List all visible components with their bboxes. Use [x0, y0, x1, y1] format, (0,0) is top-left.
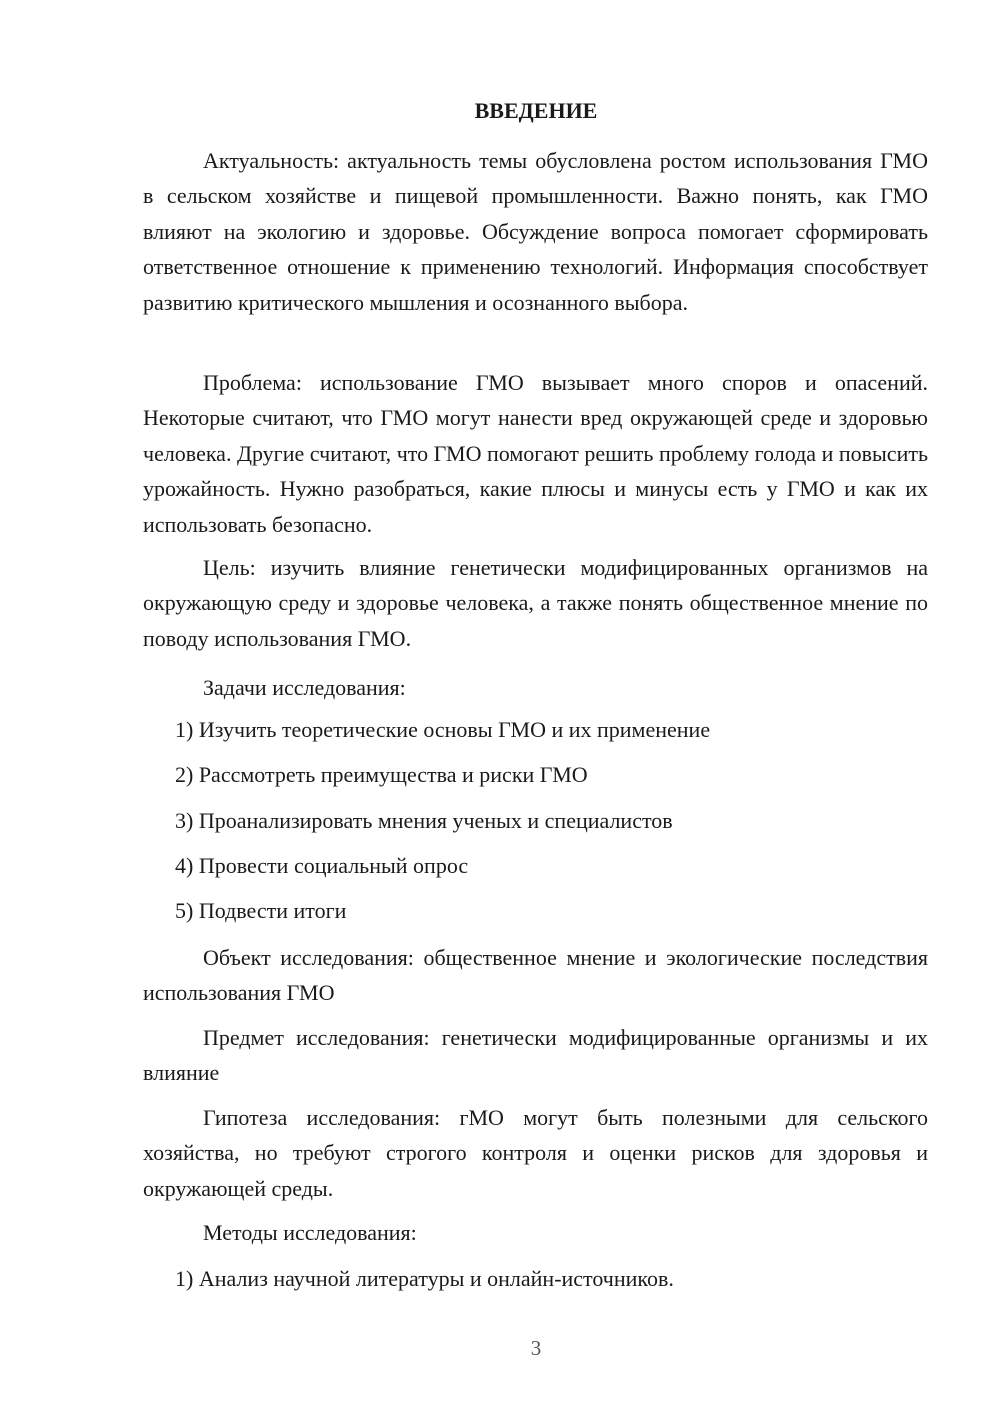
paragraph-goal: Цель: изучить влияние генетически модифицированных организмов на окружающую среду и здоровье человека, а также понять общественное мнение по поводу использования ГМО.	[143, 555, 928, 651]
paragraph-object: Объект исследования: общественное мнение и экологические последствия использования ГМО	[143, 945, 928, 1006]
paragraph-relevance: Актуальность: актуальность темы обусловлена ростом использования ГМО в сельском хозяйстве и пищевой промышленности. Важно понять, как ГМО влияют на экологию и здоровье. Обсуждение вопроса помогает сформировать ответственное отношение к применению технологий. Информация способствует развитию критического мышления и осознанного выбора.	[143, 148, 928, 315]
tasks-heading: Задачи исследования:	[203, 675, 406, 700]
task-item-2: 2) Рассмотреть преимущества и риски ГМО	[175, 762, 588, 787]
paragraph-problem: Проблема: использование ГМО вызывает много споров и опасений. Некоторые считают, что ГМО могут нанести вред окружающей среде и здоровью человека. Другие считают, что ГМО помогают решить проблему голода и повысить урожайность. Нужно разобраться, какие плюсы и минусы есть у ГМО и как их использовать безопасно.	[143, 370, 928, 537]
page-number: 3	[530, 1336, 542, 1360]
task-item-3: 3) Проанализировать мнения ученых и специалистов	[175, 808, 673, 833]
task-item-1: 1) Изучить теоретические основы ГМО и их применение	[175, 717, 711, 742]
methods-heading: Методы исследования:	[203, 1220, 417, 1245]
section-title: ВВЕДЕНИЕ	[474, 98, 598, 123]
paragraph-hypothesis: Гипотеза исследования: гМО могут быть полезными для сельского хозяйства, но требуют строгого контроля и оценки рисков для здоровья и окружающей среды.	[143, 1105, 928, 1201]
paragraph-subject: Предмет исследования: генетически модифицированные организмы и их влияние	[143, 1025, 928, 1086]
method-item-1: 1) Анализ научной литературы и онлайн-источников.	[175, 1266, 674, 1291]
task-item-5: 5) Подвести итоги	[175, 898, 347, 923]
task-item-4: 4) Провести социальный опрос	[175, 853, 469, 878]
